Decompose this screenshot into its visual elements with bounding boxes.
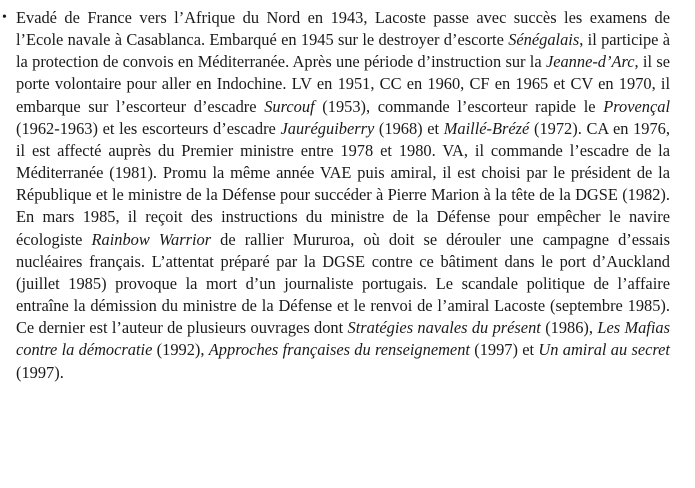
italic-title: Approches françaises du renseignement bbox=[208, 340, 470, 360]
text-run: , il se porte volontaire pour aller en Indochine. LV en 1951, CC en 1960, CF en 1965 et CV en 1970, il embarque sur l’escorteur d’escadre bbox=[16, 52, 670, 116]
text-run: (1972). CA en 1976, il est affecté auprès du Premier ministre entre 1978 et 1980. VA, il commande l’escadre de la Méditerranée (1981). Promu la même année VAE puis amiral, il est choisi par le président de la République et le ministre de la Défense pour succéder à Pierre Marion à la tête de la DGSE (1982). En mars 1985, il reçoit des instructions du ministre de la Défense pour empêcher le navire écologiste bbox=[16, 118, 670, 249]
bullet-marker: • bbox=[2, 10, 7, 25]
biography-paragraph bbox=[2, 7, 671, 384]
text-run: Evadé de France vers l’Afrique du Nord en 1943, Lacoste passe avec succès les examens de l’Ecole navale à Casablanca. Embarqué en 1945 sur le destroyer d’escorte bbox=[16, 8, 670, 50]
italic-title: Maillé-Brézé bbox=[443, 118, 530, 138]
text-run: (1992), bbox=[152, 340, 209, 360]
italic-title: Provençal bbox=[603, 96, 671, 116]
text-run: (1986), bbox=[540, 318, 598, 338]
italic-title: Les Mafias contre la démocratie bbox=[16, 318, 670, 360]
text-run: de rallier Mururoa, où doit se dérouler une campagne d’essais nucléaires français. L’attentat préparé par la DGSE contre ce bâtiment dans le port d’Auckland (juillet 1985) provoque la mort d’un journaliste portugais. Le scandale politique de l’affaire entraîne la démission du ministre de la Défense et le renvoi de l’amiral Lacoste (septembre 1985). Ce dernier est l’auteur de plusieurs ouvrages dont bbox=[16, 229, 670, 338]
italic-title: Un amiral au secret bbox=[538, 340, 670, 360]
text-run: (1962-1963) et les escorteurs d’escadre bbox=[16, 118, 281, 138]
italic-title: Surcouf bbox=[264, 96, 315, 116]
text-run: (1997). bbox=[16, 362, 64, 382]
italic-title: Sénégalais bbox=[508, 30, 580, 50]
italic-title: Stratégies navales du présent bbox=[347, 318, 541, 338]
italic-title: Rainbow Warrior bbox=[91, 229, 212, 249]
text-run: , il participe à la protection de convois en Méditerranée. Après une période d’instruction sur la bbox=[16, 30, 671, 72]
italic-title: Jeanne-d’Arc bbox=[545, 52, 635, 72]
text-run: (1997) et bbox=[469, 340, 539, 360]
italic-title: Jauréguiberry bbox=[280, 118, 375, 138]
text-run: (1953), commande l’escorteur rapide le bbox=[314, 96, 604, 116]
text-run: (1968) et bbox=[374, 118, 444, 138]
